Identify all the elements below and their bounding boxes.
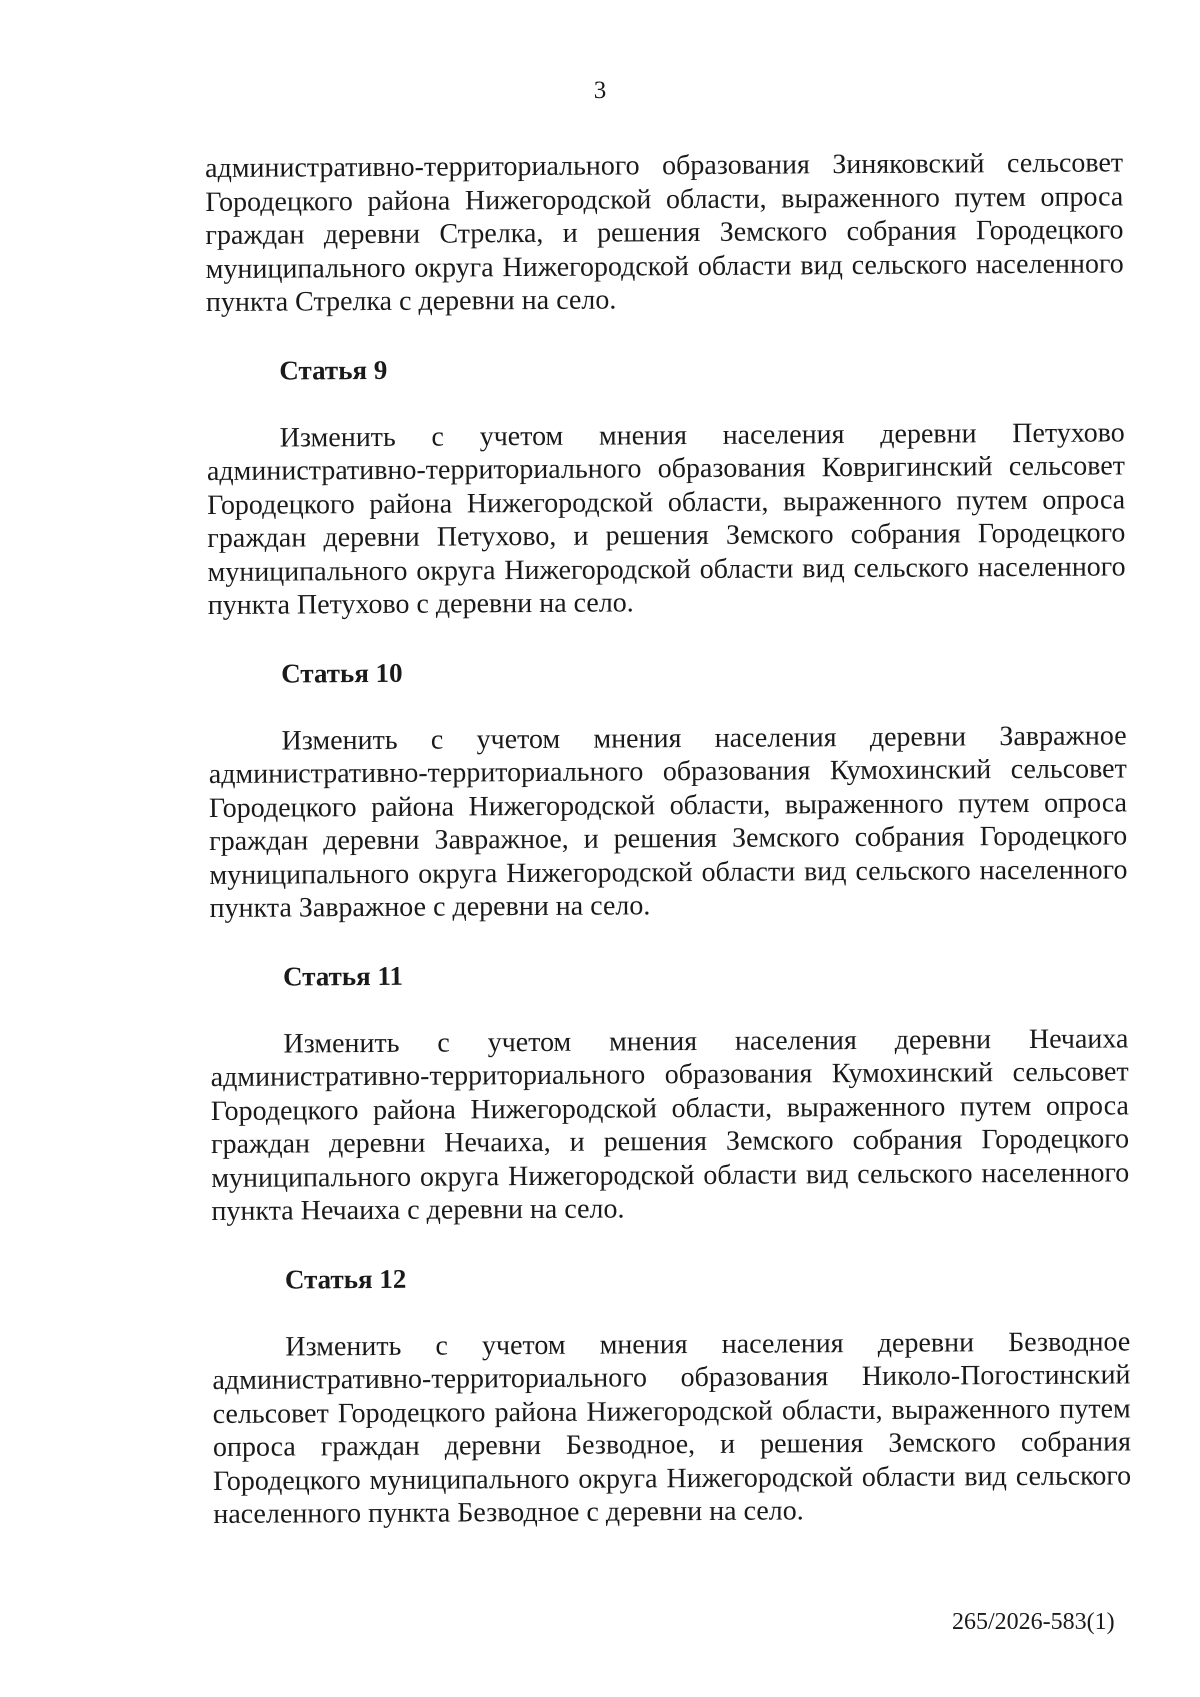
article-10-title: Статья 10 [281,657,403,689]
article-9-title: Статья 9 [279,354,388,386]
page-number: 3 [593,77,607,104]
article-11-text: Изменить с учетом мнения населения деревни Нечаиха административно-территориального образования Кумохинский сельсовет Городецкого района Нижегородской области, выраженного путем опроса граждан деревни Нечаиха, и решения Земского собрания Городецкого муниципального округа Нижегородской области вид сельского населенного пункта Нечаиха с деревни на село. [210,1022,1130,1227]
article-12-title: Статья 12 [284,1263,407,1295]
article-11-title: Статья 11 [282,960,404,992]
article-12-text: Изменить с учетом мнения населения деревни Безводное административно-территориального образования Николо-Погостинский сельсовет Городецкого района Нижегородской области, выраженного путем опроса граждан деревни Безводное, и решения Земского собрания Городецкого муниципального округа Нижегородской области вид сельского населенного пункта Безводное с деревни на село. [212,1325,1132,1530]
document-body [205,146,1131,1531]
document-code: 265/2026-583(1) [952,1609,1115,1635]
article-10-text: Изменить с учетом мнения населения деревни Завражное административно-территориального образования Кумохинский сельсовет Городецкого района Нижегородской области, выраженного путем опроса граждан деревни Завражное, и решения Земского собрания Городецкого муниципального округа Нижегородской области вид сельского населенного пункта Завражное с деревни на село. [208,719,1128,924]
intro-paragraph: административно-территориального образования Зиняковский сельсовет Городецкого района Нижегородской области, выраженного путем опроса граждан деревни Стрелка, и решения Земского собрания Городецкого муниципального округа Нижегородской области вид сельского населенного пункта Стрелка с деревни на село. [205,147,1124,318]
article-9-text: Изменить с учетом мнения населения деревни Петухово административно-территориального образования Ковригинский сельсовет Городецкого района Нижегородской области, выраженного путем опроса граждан деревни Петухово, и решения Земского собрания Городецкого муниципального округа Нижегородской области вид сельского населенного пункта Петухово с деревни на село. [206,416,1126,621]
